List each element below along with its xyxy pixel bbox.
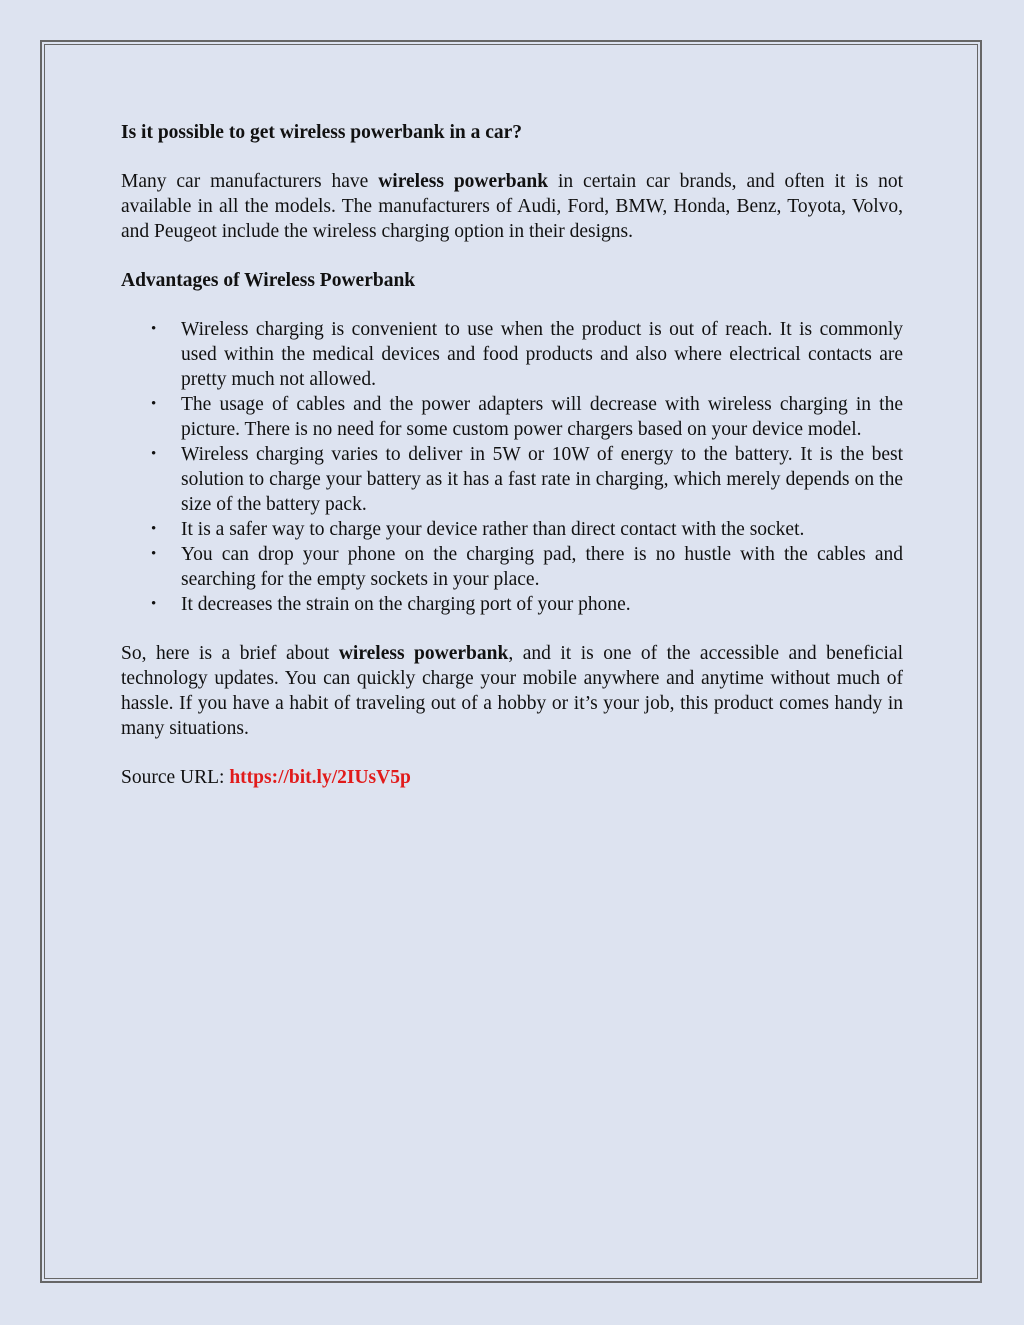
list-item [121,592,903,617]
source-url-link[interactable]: https://bit.ly/2IUsV5p [229,767,411,788]
document-body [121,120,903,814]
list-item-text: The usage of cables and the power adapters will decrease with wireless charging in the picture. There is no need for some custom power chargers based on your device model. [181,394,903,440]
intro-bold-term: wireless powerbank [378,171,549,192]
list-item-text: Wireless charging varies to deliver in 5W or 10W of energy to the battery. It is the best solution to charge your battery as it has a fast rate in charging, which merely depends on the size of the battery pack. [181,444,903,515]
list-item [121,317,903,392]
list-item-text: You can drop your phone on the charging pad, there is no hustle with the cables and searching for the empty sockets in your place. [181,544,903,590]
conclusion-text-start: So, here is a brief about [121,643,339,664]
source-label: Source URL: [121,767,230,788]
source-line [121,765,903,790]
heading-wireless-powerbank-in-car: Is it possible to get wireless powerbank in a car? [121,122,523,143]
conclusion-text-end: , and it is one of the accessible and beneficial technology updates. You can quickly charge your mobile anywhere and anytime without much of hassle. If you have a habit of traveling out of a hobby or it’s your job, this product comes handy in many situations. [121,643,903,739]
list-item [121,517,903,542]
bullet-icon: • [151,396,157,412]
intro-text-start: Many car manufacturers have [121,171,379,192]
list-item-text: Wireless charging is convenient to use when the product is out of reach. It is commonly used within the medical devices and food products and also where electrical contacts are pretty much not allowed. [181,319,903,390]
list-item-text: It decreases the strain on the charging port of your phone. [181,594,631,615]
bullet-icon: • [151,446,157,462]
list-item-text: It is a safer way to charge your device rather than direct contact with the socket. [181,519,805,540]
intro-paragraph [121,169,903,244]
list-item [121,542,903,592]
intro-text-end: in certain car brands, and often it is not available in all the models. The manufacturers of Audi, Ford, BMW, Honda, Benz, Toyota, Volvo, and Peugeot include the wireless charging option in their designs. [121,171,903,242]
list-item [121,392,903,442]
heading-advantages: Advantages of Wireless Powerbank [121,270,416,291]
bullet-icon: • [151,546,157,562]
list-item [121,442,903,517]
bullet-icon: • [151,596,157,612]
bullet-icon: • [151,321,157,337]
advantages-list [121,317,903,617]
bullet-icon: • [151,521,157,537]
conclusion-bold-term: wireless powerbank [338,643,509,664]
conclusion-paragraph [121,641,903,741]
